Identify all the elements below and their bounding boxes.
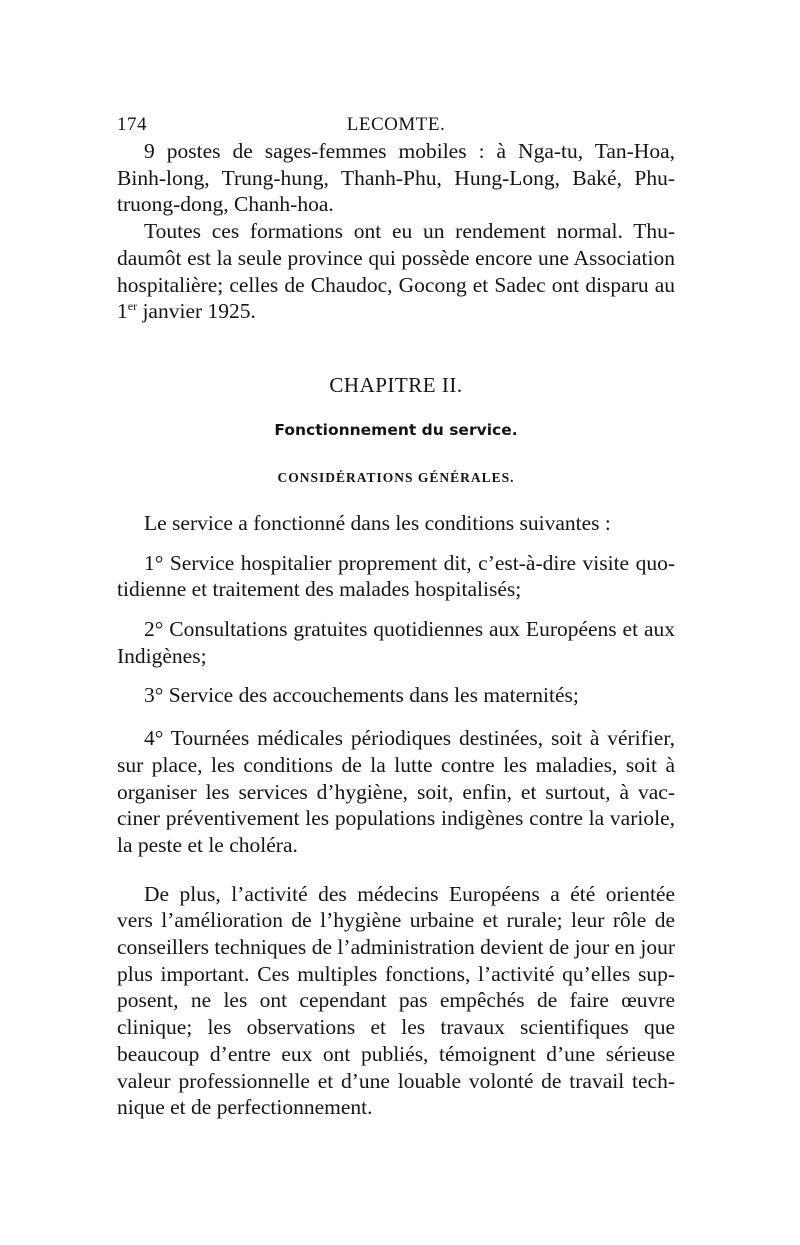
running-title: LECOMTE. bbox=[346, 114, 446, 135]
chapter-title: CHAPITRE II. bbox=[329, 372, 463, 397]
list-item-2: 2° Consultations gratuites quotidiennes aux Européens et aux Indigènes; bbox=[117, 617, 675, 668]
list-item-3: 3° Service des accouchements dans les maternités; bbox=[144, 683, 579, 708]
posts-paragraph: 9 postes de sages-femmes mobiles : à Nga-tu, Tan-Hoa, Binh-long, Trung-hung, Thanh-Phu, Hung-Long, Baké, Phu-truong-dong, Chanh-hoa. bbox=[117, 139, 675, 217]
formations-paragraph bbox=[117, 218, 675, 325]
ordinal-superscript: er bbox=[127, 299, 138, 314]
page-number: 174 bbox=[117, 114, 147, 135]
section-title: Fonctionnement du service. bbox=[274, 420, 518, 439]
closing-paragraph: De plus, l’activité des médecins Européens a été orientée vers l’amélioration de l’hygiène urbaine et rurale; leur rôle de conseillers techniques de l’administration devient de jour en jour plus important. Ces multiples fonctions, l’activité qu’elles sup-posent, ne les ont cependant pas empêchés de faire œuvre clinique; les observations et les travaux scientifiques que beaucoup d’entre eux ont publiés, témoignent d’une sérieuse valeur professionnelle et d’une louable volonté de travail tech-nique et de perfectionnement. bbox=[117, 881, 675, 1120]
formations-date: janvier 1925. bbox=[137, 299, 256, 324]
lead-paragraph: Le service a fonctionné dans les conditions suivantes : bbox=[144, 510, 611, 535]
running-head bbox=[117, 108, 675, 138]
list-item-4: 4° Tournées médicales périodiques destinées, soit à vérifier, sur place, les conditions de la lutte contre les maladies, soit à organiser les services d’hygiène, soit, enfin, et surtout, à vac-ciner préventivement les populations indigènes contre la variole, la peste et le choléra. bbox=[117, 726, 675, 857]
list-item-1: 1° Service hospitalier proprement dit, c’est-à-dire visite quo-tidienne et traitement des malades hospitalisés; bbox=[117, 550, 675, 602]
book-page bbox=[117, 108, 675, 1121]
formations-text: Toutes ces formations ont eu un rendement normal. Thu-daumôt est la seule province qui possède encore une Association hospitalière; celles de Chaudoc, Gocong et Sadec ont disparu au 1 bbox=[117, 219, 675, 324]
subsection-title: CONSIDÉRATIONS GÉNÉRALES. bbox=[277, 469, 515, 485]
